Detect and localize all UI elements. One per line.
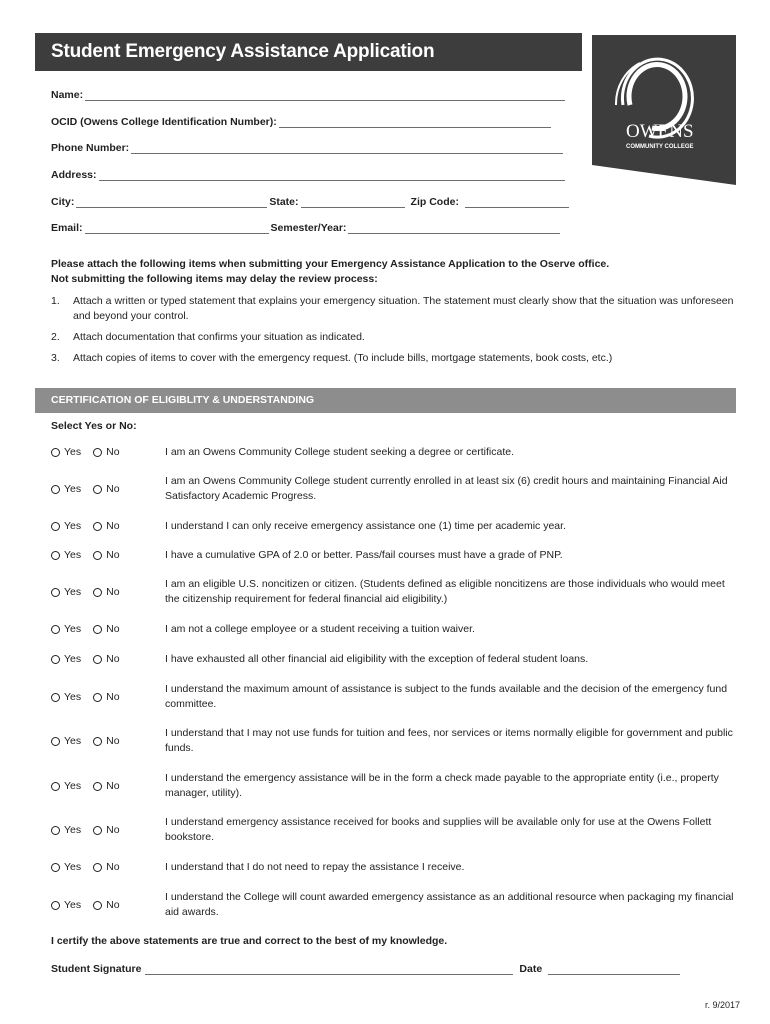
no-option[interactable] (93, 682, 119, 712)
no-radio[interactable] (93, 588, 102, 597)
yes-label: Yes (64, 779, 82, 792)
list-item: 2. Attach documentation that confirms your situation as indicated. (51, 331, 365, 343)
email-semester-row (51, 222, 560, 234)
question-row (51, 548, 741, 563)
date-label: Date (519, 963, 543, 975)
no-label: No (106, 653, 120, 665)
no-label: No (106, 482, 120, 495)
semester-field[interactable] (348, 224, 560, 234)
yes-label: Yes (64, 446, 82, 458)
yes-label: Yes (64, 623, 82, 635)
yes-option[interactable] (51, 726, 81, 756)
question-row (51, 860, 741, 875)
instructions (51, 257, 741, 372)
yes-radio[interactable] (51, 485, 60, 494)
phone-field[interactable] (131, 144, 563, 154)
yes-option[interactable] (51, 548, 81, 563)
question-text: I understand the emergency assistance will be in the form a check made payable to the appropriate entity (i.e., property manager, utility). (165, 772, 719, 799)
no-radio[interactable] (93, 485, 102, 494)
question-row (51, 682, 741, 712)
signature-row (51, 963, 680, 975)
certification-header (35, 388, 736, 413)
no-radio[interactable] (93, 693, 102, 702)
no-label: No (106, 585, 120, 598)
certify-statement: I certify the above statements are true and correct to the best of my knowledge. (51, 935, 448, 947)
yes-no-options (51, 815, 165, 845)
question-text: I understand that I do not need to repay the assistance I receive. (165, 861, 465, 873)
no-label: No (106, 446, 120, 458)
yes-no-options (51, 682, 165, 712)
yes-label: Yes (64, 585, 82, 598)
yes-option[interactable] (51, 682, 81, 712)
no-option[interactable] (93, 622, 119, 637)
question-row (51, 622, 741, 637)
yes-no-options (51, 577, 165, 607)
phone-label: Phone Number: (51, 142, 130, 154)
yes-label: Yes (64, 690, 82, 703)
yes-no-options (51, 548, 165, 563)
no-radio[interactable] (93, 551, 102, 560)
ocid-row (51, 116, 551, 128)
no-label: No (106, 861, 120, 873)
no-radio[interactable] (93, 625, 102, 634)
yes-no-options (51, 890, 165, 920)
no-option[interactable] (93, 890, 119, 920)
yes-radio[interactable] (51, 588, 60, 597)
ocid-label: OCID (Owens College Identification Number): (51, 116, 277, 128)
yes-label: Yes (64, 482, 82, 495)
no-radio[interactable] (93, 655, 102, 664)
question-row (51, 890, 741, 920)
yes-option[interactable] (51, 577, 81, 607)
yes-radio[interactable] (51, 901, 60, 910)
yes-no-options (51, 652, 165, 667)
semester-label: Semester/Year: (270, 222, 347, 234)
yes-radio[interactable] (51, 448, 60, 457)
question-text: I have a cumulative GPA of 2.0 or better. Pass/fail courses must have a grade of PNP. (165, 549, 563, 561)
page-title: Student Emergency Assistance Application (51, 41, 435, 62)
question-text: I am an eligible U.S. noncitizen or citizen. (Students defined as eligible noncitizens are those individuals who would meet the citizenship requirement for federal financial aid eligibility.) (165, 578, 725, 605)
no-option[interactable] (93, 815, 119, 845)
list-item: 3. Attach copies of items to cover with the emergency request. (To include bills, mortgage statements, book costs, etc.) (51, 352, 613, 364)
yes-no-options (51, 771, 165, 801)
address-field[interactable] (99, 171, 565, 181)
address-row (51, 169, 565, 181)
yes-radio[interactable] (51, 863, 60, 872)
no-label: No (106, 520, 120, 532)
yes-label: Yes (64, 734, 82, 747)
no-option[interactable] (93, 577, 119, 607)
yes-label: Yes (64, 653, 82, 665)
no-radio[interactable] (93, 737, 102, 746)
yes-option[interactable] (51, 622, 81, 637)
revision-note: r. 9/2017 (704, 1000, 740, 1010)
yes-radio[interactable] (51, 782, 60, 791)
question-text: I understand I can only receive emergency assistance one (1) time per academic year. (165, 520, 566, 532)
name-label: Name: (51, 89, 84, 101)
yes-radio[interactable] (51, 522, 60, 531)
question-text: I have exhausted all other financial aid eligibility with the exception of federal student loans. (165, 653, 589, 665)
list-item: 1. Attach a written or typed statement that explains your emergency situation. The statement must clearly show that the situation was unforeseen and beyond your control. (51, 295, 734, 322)
no-label: No (106, 623, 120, 635)
no-label: No (106, 549, 120, 561)
question-text: I understand the College will count awarded emergency assistance as an additional resource when packaging my financial aid awards. (165, 891, 734, 918)
yes-option[interactable] (51, 445, 81, 460)
date-field[interactable] (548, 965, 680, 975)
instructions-list (51, 294, 741, 366)
zip-field[interactable] (465, 198, 569, 208)
select-instruction: Select Yes or No: (51, 420, 137, 432)
name-field[interactable] (85, 91, 565, 101)
question-text: I am an Owens Community College student currently enrolled in at least six (6) credit hours and maintaining Financial Aid Satisfactory Academic Progress. (165, 475, 728, 502)
email-field[interactable] (85, 224, 269, 234)
title-bar (35, 33, 582, 71)
question-row (51, 815, 741, 845)
instructions-intro-2: Not submitting the following items may delay the review process: (51, 273, 378, 285)
no-option[interactable] (93, 519, 119, 534)
no-option[interactable] (93, 548, 119, 563)
signature-label: Student Signature (51, 963, 142, 975)
ocid-field[interactable] (279, 118, 551, 128)
yes-option[interactable] (51, 519, 81, 534)
yes-no-options (51, 726, 165, 756)
no-label: No (106, 734, 120, 747)
no-radio[interactable] (93, 863, 102, 872)
city-label: City: (51, 196, 75, 208)
no-label: No (106, 690, 120, 703)
question-text: I understand the maximum amount of assistance is subject to the funds available and the decision of the emergency fund committee. (165, 683, 728, 710)
question-row (51, 519, 741, 534)
yes-label: Yes (64, 549, 82, 561)
address-label: Address: (51, 169, 97, 181)
city-field[interactable] (76, 198, 267, 208)
question-text: I am an Owens Community College student seeking a degree or certificate. (165, 446, 515, 458)
instructions-intro-1: Please attach the following items when submitting your Emergency Assistance Application to the Oserve office. (51, 258, 610, 270)
no-label: No (106, 898, 120, 911)
state-field[interactable] (301, 198, 405, 208)
yes-radio[interactable] (51, 826, 60, 835)
yes-radio[interactable] (51, 551, 60, 560)
certification-title: CERTIFICATION OF ELIGIBLITY & UNDERSTANDING (51, 394, 315, 406)
yes-option[interactable] (51, 652, 81, 667)
no-radio[interactable] (93, 901, 102, 910)
question-row (51, 445, 741, 460)
logo-subtitle: COMMUNITY COLLEGE (626, 144, 694, 150)
no-label: No (106, 779, 120, 792)
no-radio[interactable] (93, 448, 102, 457)
yes-option[interactable] (51, 815, 81, 845)
question-text: I am not a college employee or a student receiving a tuition waiver. (165, 623, 475, 635)
question-row (51, 726, 741, 756)
yes-no-options (51, 519, 165, 534)
question-text: I understand emergency assistance received for books and supplies will be available only for use at the Owens Follett bookstore. (165, 816, 712, 843)
yes-label: Yes (64, 898, 82, 911)
yes-radio[interactable] (51, 625, 60, 634)
no-option[interactable] (93, 652, 119, 667)
yes-option[interactable] (51, 860, 81, 875)
question-row (51, 771, 741, 801)
yes-no-options (51, 860, 165, 875)
yes-no-options (51, 445, 165, 460)
zip-label: Zip Code: (410, 196, 459, 208)
no-option[interactable] (93, 771, 119, 801)
no-label: No (106, 823, 120, 836)
city-state-zip-row (51, 196, 569, 208)
yes-radio[interactable] (51, 737, 60, 746)
yes-option[interactable] (51, 474, 81, 504)
name-row (51, 89, 565, 101)
yes-radio[interactable] (51, 655, 60, 664)
no-radio[interactable] (93, 782, 102, 791)
email-label: Email: (51, 222, 83, 234)
yes-option[interactable] (51, 771, 81, 801)
question-row (51, 652, 741, 667)
yes-radio[interactable] (51, 693, 60, 702)
no-option[interactable] (93, 445, 119, 460)
no-option[interactable] (93, 860, 119, 875)
state-label: State: (269, 196, 299, 208)
no-radio[interactable] (93, 522, 102, 531)
logo-name: OWENS (626, 121, 694, 142)
signature-field[interactable] (145, 965, 513, 975)
yes-option[interactable] (51, 890, 81, 920)
yes-label: Yes (64, 823, 82, 836)
no-option[interactable] (93, 474, 119, 504)
yes-label: Yes (64, 520, 82, 532)
yes-no-options (51, 622, 165, 637)
yes-label: Yes (64, 861, 82, 873)
phone-row (51, 142, 563, 154)
no-option[interactable] (93, 726, 119, 756)
no-radio[interactable] (93, 826, 102, 835)
question-row (51, 577, 741, 607)
yes-no-options (51, 474, 165, 504)
owens-logo (592, 35, 736, 185)
question-row (51, 474, 741, 504)
question-text: I understand that I may not use funds for tuition and fees, nor services or items normally eligible for government and public funds. (165, 727, 733, 754)
